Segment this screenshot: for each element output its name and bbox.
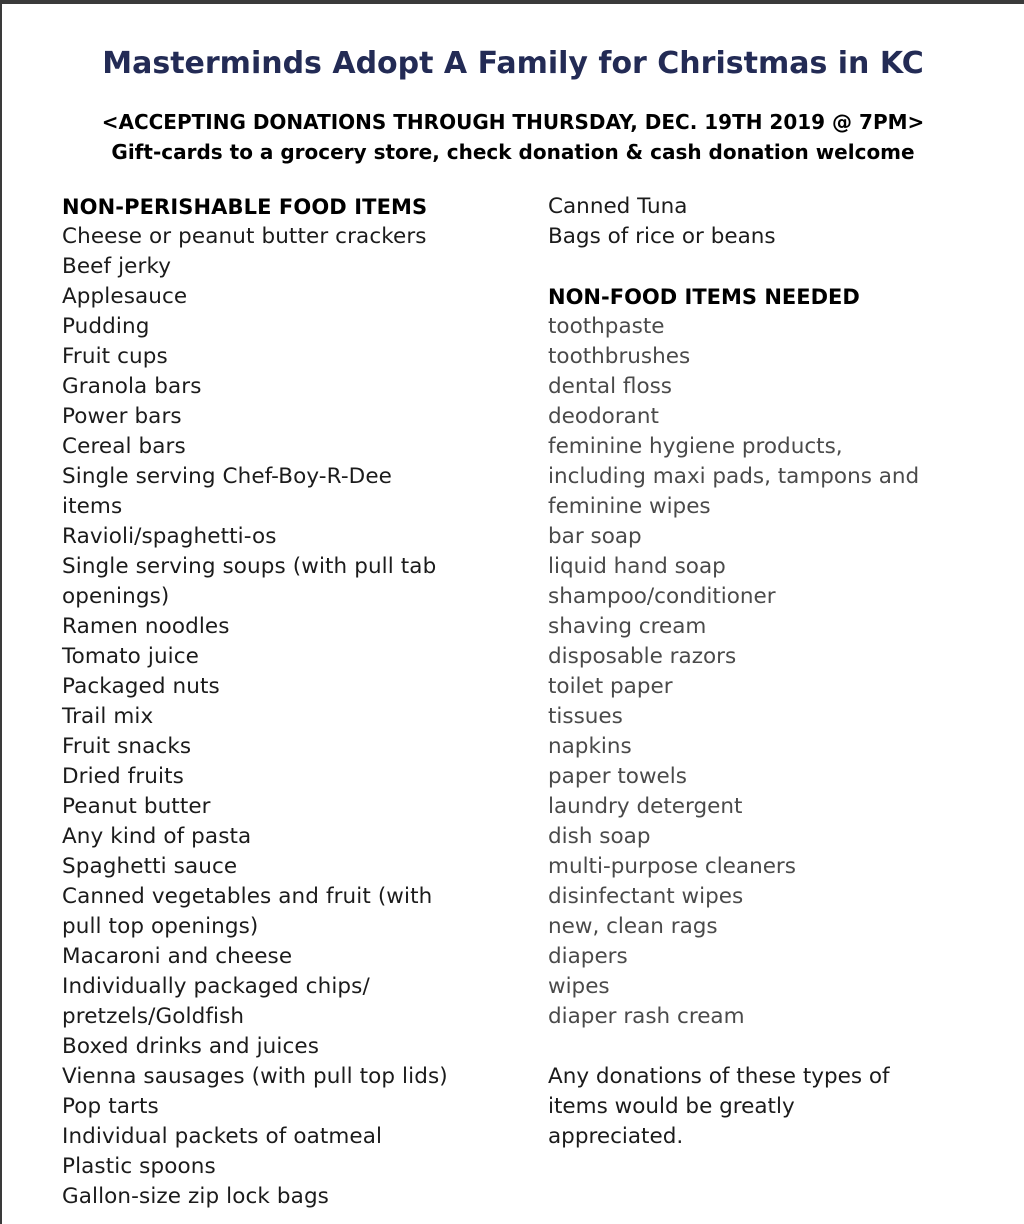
food-item-line: Single serving Chef-Boy-R-Dee [62, 464, 392, 489]
food-item-line: Tomato juice [62, 644, 199, 669]
nonfood-item-line: liquid hand soap [548, 554, 726, 579]
food-item-line: openings) [62, 584, 170, 609]
food-item-line: Pop tarts [62, 1094, 159, 1119]
nonfood-item-line: new, clean rags [548, 914, 718, 939]
food-item-line: pull top openings) [62, 914, 259, 939]
food-item-line: Macaroni and cheese [62, 944, 293, 969]
food-item-line: pretzels/Goldfish [62, 1004, 245, 1029]
nonfood-item-line: wipes [548, 974, 610, 999]
food-item-line: Power bars [62, 404, 182, 429]
nonfood-item-line: feminine hygiene products, [548, 434, 843, 459]
food-item-line: Individually packaged chips/ [62, 974, 370, 999]
food-section-heading: NON-PERISHABLE FOOD ITEMS [62, 195, 428, 219]
food-item-line: Cheese or peanut butter crackers [62, 224, 427, 249]
food-item-line: Vienna sausages (with pull top lids) [62, 1064, 448, 1089]
nonfood-item-line: napkins [548, 734, 632, 759]
food-item-line: Peanut butter [62, 794, 211, 819]
food-item-line: Applesauce [62, 284, 188, 309]
nonfood-item-line: deodorant [548, 404, 659, 429]
section-spacer [548, 1032, 1018, 1062]
food-item-line: Plastic spoons [62, 1154, 216, 1179]
nonfood-item-line: toothpaste [548, 314, 665, 339]
nonfood-item-line: bar soap [548, 524, 642, 549]
food-item-line: Ravioli/spaghetti-os [62, 524, 277, 549]
donation-deadline: <ACCEPTING DONATIONS THROUGH THURSDAY, DEC. 19TH 2019 @ 7PM> [101, 110, 925, 134]
section-spacer [548, 252, 1018, 282]
donation-types: Gift-cards to a grocery store, check donation & cash donation welcome [111, 140, 915, 164]
food-item-line: Cereal bars [62, 434, 186, 459]
food-item-line: Beef jerky [62, 254, 172, 279]
nonfood-item-line: shampoo/conditioner [548, 584, 776, 609]
nonfood-item-line: laundry detergent [548, 794, 743, 819]
food-item-line: Pudding [62, 314, 150, 339]
nonfood-item-line: dental floss [548, 374, 673, 399]
food-item-line: Bags of rice or beans [548, 224, 776, 249]
nonfood-items-column [548, 192, 1018, 1152]
nonfood-item-line: toothbrushes [548, 344, 691, 369]
nonfood-item-line: disinfectant wipes [548, 884, 744, 909]
nonfood-item-line: tissues [548, 704, 623, 729]
food-item-line: Fruit snacks [62, 734, 192, 759]
food-item-line: Granola bars [62, 374, 202, 399]
closing-note-line: appreciated. [548, 1124, 684, 1149]
food-items-column [62, 192, 532, 1212]
food-item-line: Dried fruits [62, 764, 184, 789]
food-item-line: Canned vegetables and fruit (with [62, 884, 433, 909]
food-item-line: Gallon-size zip lock bags [62, 1184, 329, 1209]
nonfood-item-line: shaving cream [548, 614, 707, 639]
food-item-line: Trail mix [62, 704, 154, 729]
food-item-line: Fruit cups [62, 344, 168, 369]
food-item-line: items [62, 494, 123, 519]
nonfood-item-line: multi-purpose cleaners [548, 854, 796, 879]
nonfood-item-line: diaper rash cream [548, 1004, 745, 1029]
closing-note-line: Any donations of these types of [548, 1064, 890, 1089]
nonfood-item-line: disposable razors [548, 644, 737, 669]
nonfood-item-line: diapers [548, 944, 628, 969]
food-item-line: Spaghetti sauce [62, 854, 238, 879]
nonfood-item-line: paper towels [548, 764, 687, 789]
flyer-title: Masterminds Adopt A Family for Christmas in KC [102, 46, 924, 81]
food-item-line: Packaged nuts [62, 674, 220, 699]
flyer-page [2, 4, 1024, 1224]
nonfood-section-heading: NON-FOOD ITEMS NEEDED [548, 285, 860, 309]
food-item-line: Individual packets of oatmeal [62, 1124, 383, 1149]
food-item-line: Ramen noodles [62, 614, 230, 639]
food-item-line: Any kind of pasta [62, 824, 252, 849]
nonfood-item-line: toilet paper [548, 674, 673, 699]
nonfood-item-line: dish soap [548, 824, 651, 849]
food-item-line: Single serving soups (with pull tab [62, 554, 437, 579]
nonfood-item-line: including maxi pads, tampons and [548, 464, 920, 489]
food-item-line: Canned Tuna [548, 194, 688, 219]
food-item-line: Boxed drinks and juices [62, 1034, 319, 1059]
nonfood-item-line: feminine wipes [548, 494, 711, 519]
closing-note-line: items would be greatly [548, 1094, 795, 1119]
